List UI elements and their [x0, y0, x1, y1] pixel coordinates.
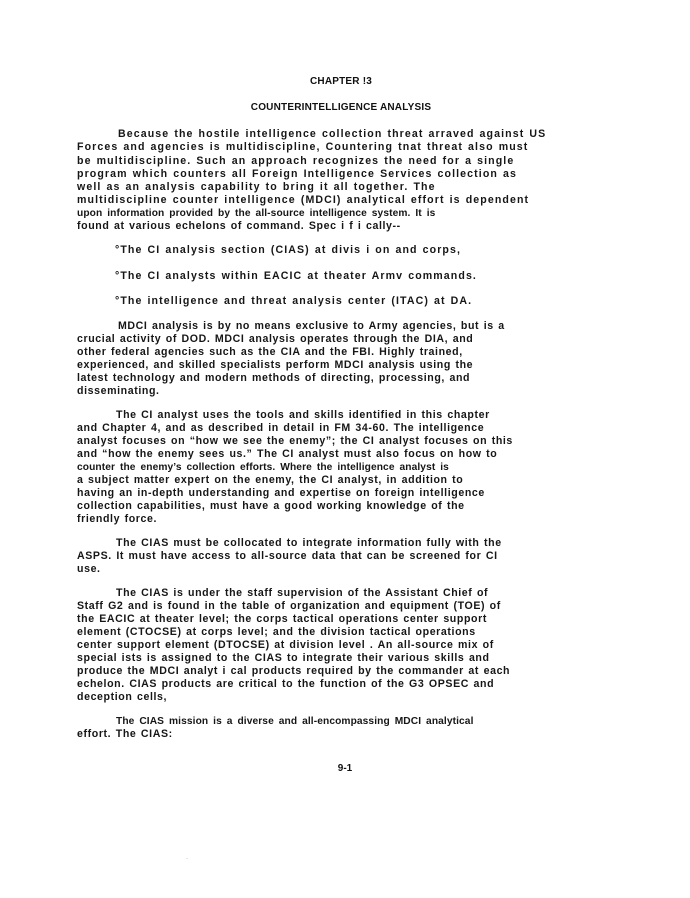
- scan-artifact: ·: [186, 856, 188, 862]
- paragraph-line: crucial activity of DOD. MDCI analysis operates through the DIA, and: [77, 333, 474, 345]
- paragraph-line: ASPS. It must have access to all-source data that can be screened for CI: [77, 550, 498, 562]
- paragraph-line: MDCI analysis is by no means exclusive to Army agencies, but is a: [118, 320, 505, 332]
- paragraph-line: deception cells,: [77, 691, 168, 703]
- paragraph-line: Staff G2 and is found in the table of organization and equipment (TOE) of: [77, 600, 501, 612]
- paragraph-line: use.: [77, 563, 101, 575]
- paragraph-line: echelon. CIAS products are critical to the function of the G3 OPSEC and: [77, 678, 495, 690]
- chapter-title: CHAPTER !3: [309, 76, 372, 87]
- paragraph-line: The CIAS is under the staff supervision of the Assistant Chief of: [116, 587, 489, 599]
- paragraph-line: friendly force.: [77, 513, 158, 525]
- paragraph-line: be multidiscipline. Such an approach recognizes the need for a single: [77, 155, 515, 167]
- paragraph-line: collection capabilities, must have a good working knowledge of the: [77, 500, 465, 512]
- paragraph-line: latest technology and modern methods of directing, processing, and: [77, 372, 471, 384]
- bullet-item-cias: °The CI analysis section (CIAS) at divis i on and corps,: [115, 244, 462, 256]
- paragraph-line: The CI analyst uses the tools and skills identified in this chapter: [116, 409, 490, 421]
- paragraph-line: other federal agencies such as the CIA and the FBI. Highly trained,: [77, 346, 463, 358]
- bullet-item-itac: °The intelligence and threat analysis center (ITAC) at DA.: [115, 295, 473, 307]
- paragraph-line: produce the MDCI analyt i cal products required by the commander at each: [77, 665, 511, 677]
- paragraph-line: center support element (DTOCSE) at division level . An all-source mix of: [77, 639, 494, 651]
- paragraph-line: well as an analysis capability to bring it all together. The: [77, 181, 436, 193]
- paragraph-line: found at various echelons of command. Spec i f i cally--: [77, 220, 401, 232]
- paragraph-line: a subject matter expert on the enemy, the CI analyst, in addition to: [77, 474, 464, 486]
- paragraph-line: Because the hostile intelligence collection threat arraved against US: [118, 128, 547, 140]
- paragraph-line: The CIAS must be collocated to integrate information fully with the: [116, 537, 502, 549]
- paragraph-line: analyst focuses on “how we see the enemy”; the CI analyst focuses on this: [77, 435, 513, 447]
- paragraph-line: upon information provided by the all-source intelligence system. It is: [77, 208, 436, 219]
- paragraph-line: and “how the enemy sees us.” The CI analyst must also focus on how to: [77, 448, 498, 460]
- paragraph-line: element (CTOCSE) at corps level; and the division tactical operations: [77, 626, 476, 638]
- paragraph-line: and Chapter 4, and as described in detail in FM 34-60. The intelligence: [77, 422, 485, 434]
- paragraph-line: disseminating.: [77, 385, 160, 397]
- paragraph-line: Forces and agencies is multidiscipline, Countering tnat threat also must: [77, 141, 529, 153]
- paragraph-line: program which counters all Foreign Intelligence Services collection as: [77, 168, 517, 180]
- paragraph-line: special ists is assigned to the CIAS to integrate their various skills and: [77, 652, 490, 664]
- paragraph-line: counter the enemy’s collection efforts. Where the intelligence analyst is: [77, 462, 449, 473]
- paragraph-line: The CIAS mission is a diverse and all-encompassing MDCI analytical: [116, 716, 474, 727]
- paragraph-line: effort. The CIAS:: [77, 728, 173, 740]
- section-title: COUNTERINTELLIGENCE ANALYSIS: [250, 102, 432, 113]
- page-number: 9-1: [337, 763, 353, 774]
- paragraph-line: the EACIC at theater level; the corps tactical operations center support: [77, 613, 487, 625]
- paragraph-line: experienced, and skilled specialists perform MDCI analysis using the: [77, 359, 474, 371]
- paragraph-line: multidiscipline counter intelligence (MDCI) analytical effort is dependent: [77, 194, 530, 206]
- bullet-item-eacic: °The CI analysts within EACIC at theater Armv commands.: [115, 270, 477, 282]
- paragraph-line: having an in-depth understanding and expertise on foreign intelligence: [77, 487, 485, 499]
